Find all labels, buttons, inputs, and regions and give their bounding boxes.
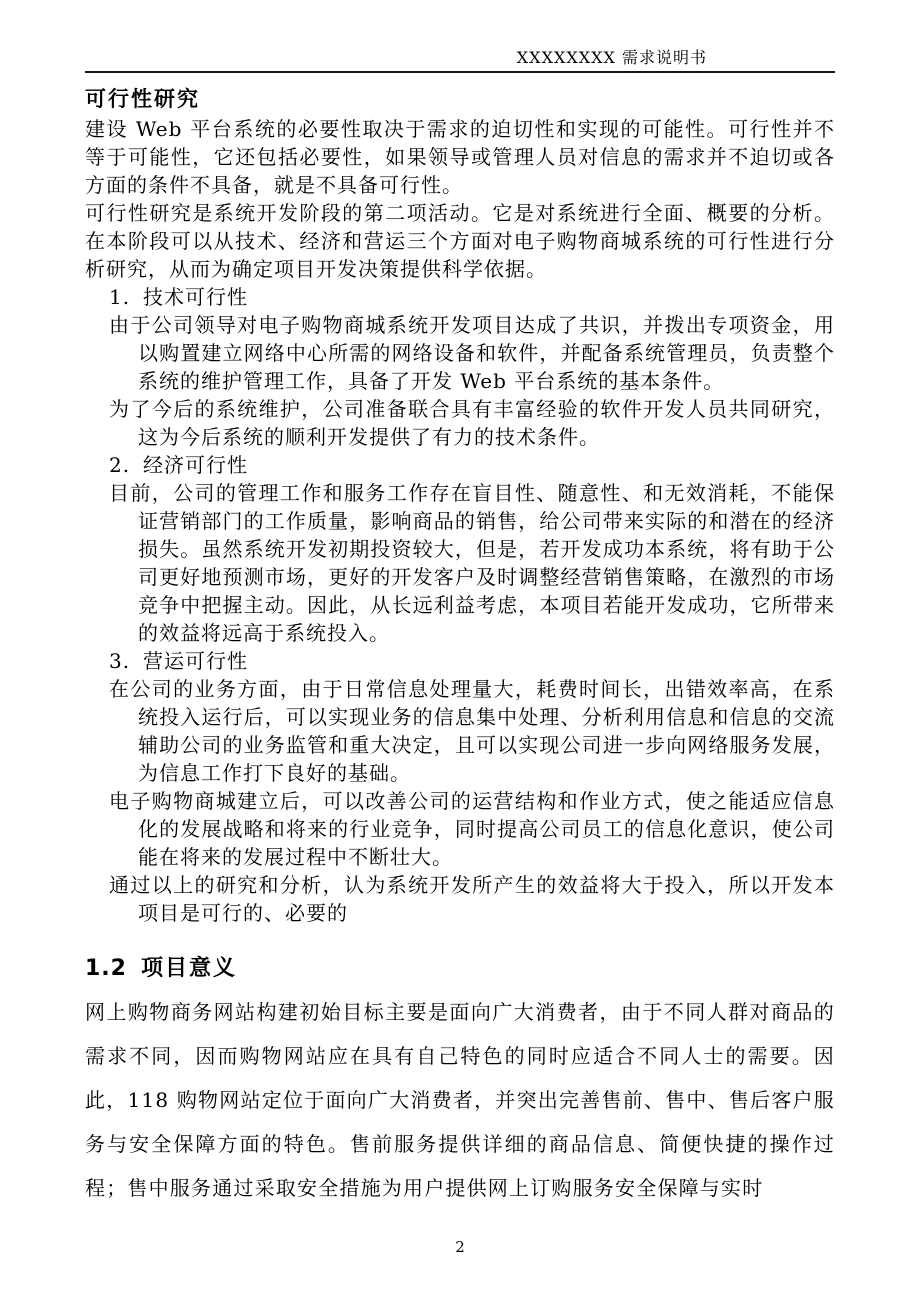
list-number: 2. — [109, 453, 131, 477]
list-number: 1. — [109, 285, 131, 309]
list-item-economic-feasibility — [85, 451, 835, 479]
section-heading-feasibility: 可行性研究 — [85, 87, 200, 111]
list-label: 技术可行性 — [143, 285, 248, 309]
paragraph-feasibility-intro-1: 建设 Web 平台系统的必要性取决于需求的迫切性和实现的可能性。可行性并不等于可能性，它还包括必要性，如果领导或管理人员对信息的需求并不迫切或各方面的条件不具备，就是不具备可行性。 — [85, 117, 835, 197]
list-item-technical-feasibility — [85, 283, 835, 311]
section-heading-label: 项目意义 — [140, 956, 237, 981]
list-label: 经济可行性 — [143, 453, 248, 477]
paragraph-feasibility-intro-2: 可行性研究是系统开发阶段的第二项活动。它是对系统进行全面、概要的分析。在本阶段可以从技术、经济和营运三个方面对电子购物商城系统的可行性进行分析研究，从而为确定项目开发决策提供科学依据。 — [85, 201, 835, 281]
paragraph-economic-1: 目前，公司的管理工作和服务工作存在盲目性、随意性、和无效消耗，不能保证营销部门的工作质量，影响商品的销售，给公司带来实际的和潜在的经济损失。虽然系统开发初期投资较大，但是，若开发成功本系统，将有助于公司更好地预测市场，更好的开发客户及时调整经营销售策略，在激烈的市场竞争中把握主动。因此，从长远利益考虑，本项目若能开发成功，它所带来的效益将远高于系统投入。 — [109, 481, 835, 645]
section-feasibility — [85, 86, 835, 927]
paragraph-project-significance-1: 网上购物商务网站构建初始目标主要是面向广大消费者，由于不同人群对商品的需求不同，因而购物网站应在具有自己特色的同时应适合不同人士的需要。因此，118 购物网站定位于面向广大消费者，并突出完善售前、售中、售后客户服务与安全保障方面的特色。售前服务提供详细的商品信息、简便快捷的操作过程；售中服务通过采取安全措施为用户提供网上订购服务安全保障与实时 — [85, 1000, 835, 1200]
list-number: 3. — [109, 649, 131, 673]
section-heading-number: 1.2 — [85, 956, 127, 981]
page-header — [85, 0, 835, 73]
paragraph-operational-1: 在公司的业务方面，由于日常信息处理量大，耗费时间长，出错效率高，在系统投入运行后，可以实现业务的信息集中处理、分析利用信息和信息的交流辅助公司的业务监管和重大决定，且可以实现公司进一步向网络服务发展，为信息工作打下良好的基础。 — [109, 677, 835, 785]
paragraph-operational-2: 电子购物商城建立后，可以改善公司的运营结构和作业方式，使之能适应信息化的发展战略和将来的行业竞争，同时提高公司员工的信息化意识，使公司能在将来的发展过程中不断壮大。 — [109, 789, 835, 869]
paragraph-technical-2: 为了今后的系统维护，公司准备联合具有丰富经验的软件开发人员共同研究，这为今后系统的顺利开发提供了有力的技术条件。 — [109, 397, 835, 449]
header-rule — [85, 71, 835, 73]
section-project-significance — [85, 954, 835, 1210]
list-label: 营运可行性 — [143, 649, 248, 673]
paragraph-technical-1: 由于公司领导对电子购物商城系统开发项目达成了共识，并拨出专项资金，用以购置建立网络中心所需的网络设备和软件，并配备系统管理员，负责整个系统的维护管理工作，具备了开发 Web 平台系统的基本条件。 — [109, 313, 835, 393]
header-title: XXXXXXXX 需求说明书 — [516, 48, 707, 67]
list-item-operational-feasibility — [85, 647, 835, 675]
section-heading-project-significance — [85, 954, 835, 984]
paragraph-operational-3: 通过以上的研究和分析，认为系统开发所产生的效益将大于投入，所以开发本项目是可行的、必要的 — [109, 873, 835, 925]
page-number: 2 — [455, 1238, 465, 1256]
